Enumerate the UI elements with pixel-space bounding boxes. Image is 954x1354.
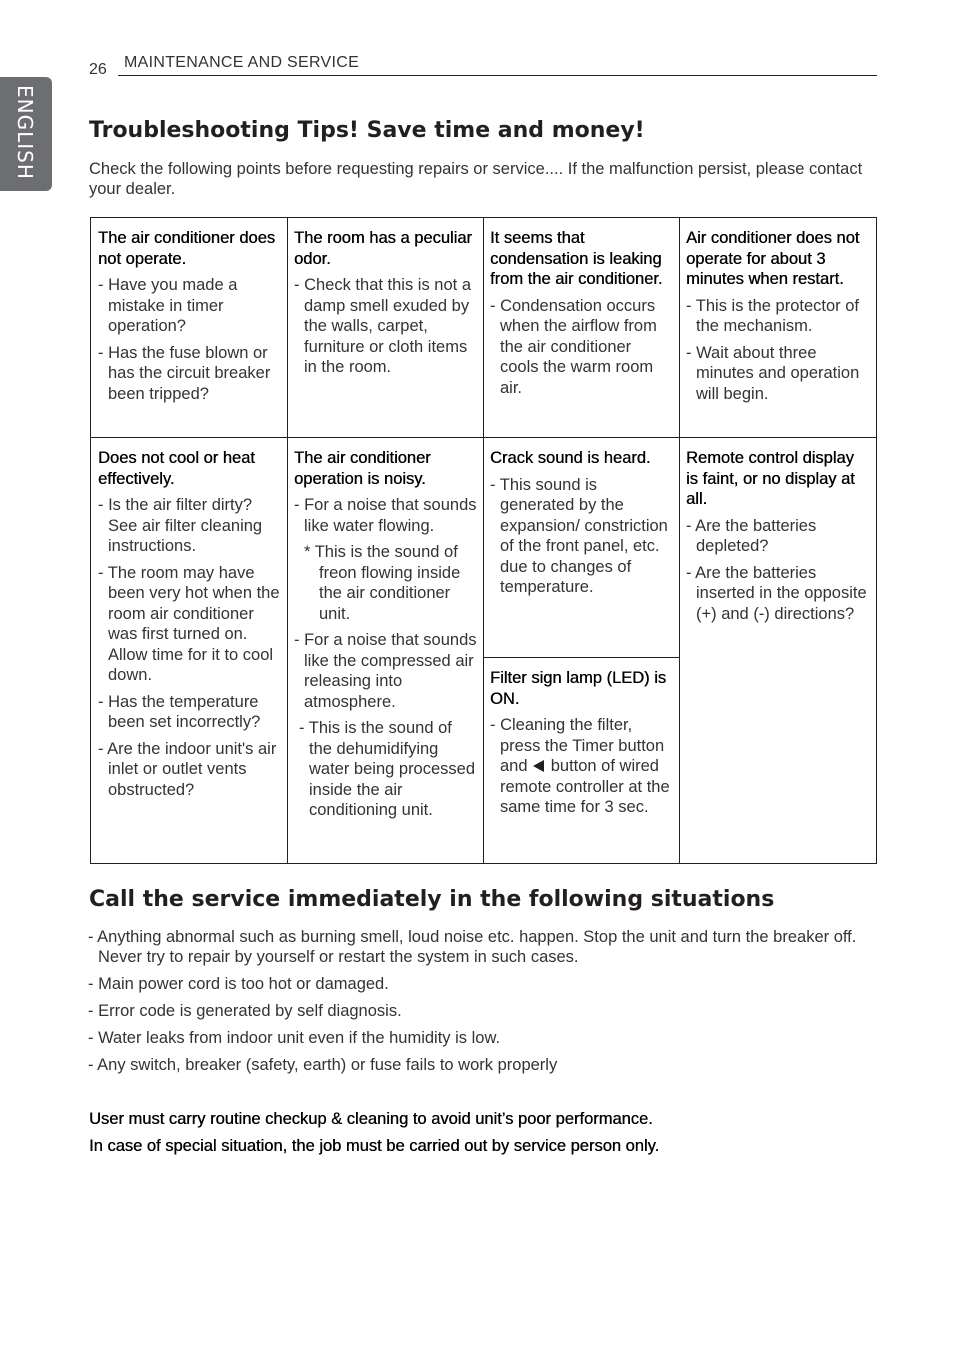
service-list bbox=[88, 927, 858, 1082]
list-item bbox=[490, 715, 673, 818]
table-cell bbox=[483, 438, 679, 604]
troubleshooting-table bbox=[90, 217, 877, 864]
note-text: User must carry routine checkup & cleaning to avoid unit’s poor performance. bbox=[89, 1110, 653, 1128]
header-rule bbox=[118, 75, 877, 76]
list-item: - Water leaks from indoor unit even if the humidity is low. bbox=[88, 1029, 501, 1047]
table-cell bbox=[91, 218, 287, 410]
table-cell bbox=[91, 438, 287, 806]
list-item: - For a noise that sounds like water flowing. bbox=[294, 496, 477, 535]
table-cell bbox=[679, 218, 876, 410]
language-tab bbox=[0, 77, 52, 191]
list-item: - This is the sound of the dehumidifying water being processed inside the air conditioning unit. bbox=[299, 719, 476, 819]
page-number: 26 bbox=[89, 61, 107, 78]
left-triangle-arrow-icon bbox=[533, 760, 544, 772]
list-item: - This sound is generated by the expansion/ constriction of the front panel, etc. due to changes of temperature. bbox=[490, 475, 668, 596]
list-item: - Error code is generated by self diagnosis. bbox=[88, 1002, 402, 1020]
list-item: - Have you made a mistake in timer operation? bbox=[98, 276, 238, 335]
list-item: - Anything abnormal such as burning smell, loud noise etc. happen. Stop the unit and turn the breaker off. Never try to repair by yourself or restart the system in such cases. bbox=[88, 928, 857, 966]
list-item: - Are the indoor unit's air inlet or outlet vents obstructed? bbox=[98, 739, 277, 799]
list-item-text: button of wired remote controller at the same time for 3 sec. bbox=[500, 757, 670, 816]
cell-heading: Remote control display is faint, or no display at all. bbox=[686, 449, 855, 508]
list-item: - Wait about three minutes and operation will begin. bbox=[686, 343, 860, 403]
cell-heading: Filter sign lamp (LED) is ON. bbox=[490, 669, 667, 708]
cell-heading: Crack sound is heard. bbox=[490, 449, 651, 467]
cell-heading: The room has a peculiar odor. bbox=[294, 229, 472, 268]
list-item: - Condensation occurs when the airflow from the air conditioner cools the warm room air. bbox=[490, 296, 657, 397]
table-cell bbox=[483, 218, 679, 404]
list-item: - Has the temperature been set incorrectly? bbox=[98, 692, 261, 731]
cell-heading: The air conditioner does not operate. bbox=[98, 229, 276, 268]
language-tab-label: ENGLISH bbox=[13, 85, 37, 180]
list-item: - Any switch, breaker (safety, earth) or fuse fails to work properly bbox=[88, 1056, 558, 1074]
service-title: Call the service immediately in the following situations bbox=[89, 887, 775, 912]
note-text: In case of special situation, the job must be carried out by service person only. bbox=[89, 1137, 660, 1155]
cell-heading: It seems that condensation is leaking from the air conditioner. bbox=[490, 229, 663, 288]
list-item: - The room may have been very hot when the room air conditioner was first turned on. Allow time for it to cool down. bbox=[98, 563, 280, 684]
table-cell bbox=[483, 658, 679, 824]
list-item: - Is the air filter dirty? See air filter cleaning instructions. bbox=[98, 496, 263, 555]
list-item-text: - Cleaning the filter, press the Timer button and bbox=[490, 716, 665, 775]
section-label: MAINTENANCE AND SERVICE bbox=[124, 54, 360, 71]
list-item: - This is the protector of the mechanism. bbox=[686, 296, 860, 335]
list-item: - Has the fuse blown or has the circuit breaker been tripped? bbox=[98, 343, 271, 403]
table-cell bbox=[287, 438, 483, 827]
troubleshooting-intro: Check the following points before requesting repairs or service.... If the malfunction persist, please contact your dealer. bbox=[89, 160, 863, 198]
list-item: - For a noise that sounds like the compressed air releasing into atmosphere. bbox=[294, 631, 477, 711]
list-item: - Main power cord is too hot or damaged. bbox=[88, 975, 389, 993]
list-item: - Check that this is not a damp smell exuded by the walls, carpet, furniture or cloth items in the room. bbox=[294, 276, 471, 376]
table-cell bbox=[679, 438, 876, 630]
cell-heading: Does not cool or heat effectively. bbox=[98, 449, 255, 488]
list-item: * This is the sound of freon flowing inside the air conditioner unit. bbox=[304, 543, 461, 623]
cell-heading: Air conditioner does not operate for about 3 minutes when restart. bbox=[686, 229, 860, 288]
list-item: - Are the batteries depleted? bbox=[686, 516, 817, 555]
list-item: - Are the batteries inserted in the opposite (+) and (-) directions? bbox=[686, 563, 867, 623]
cell-heading: The air conditioner operation is noisy. bbox=[294, 449, 431, 488]
table-cell bbox=[287, 218, 483, 384]
troubleshooting-title: Troubleshooting Tips! Save time and money! bbox=[89, 118, 645, 143]
